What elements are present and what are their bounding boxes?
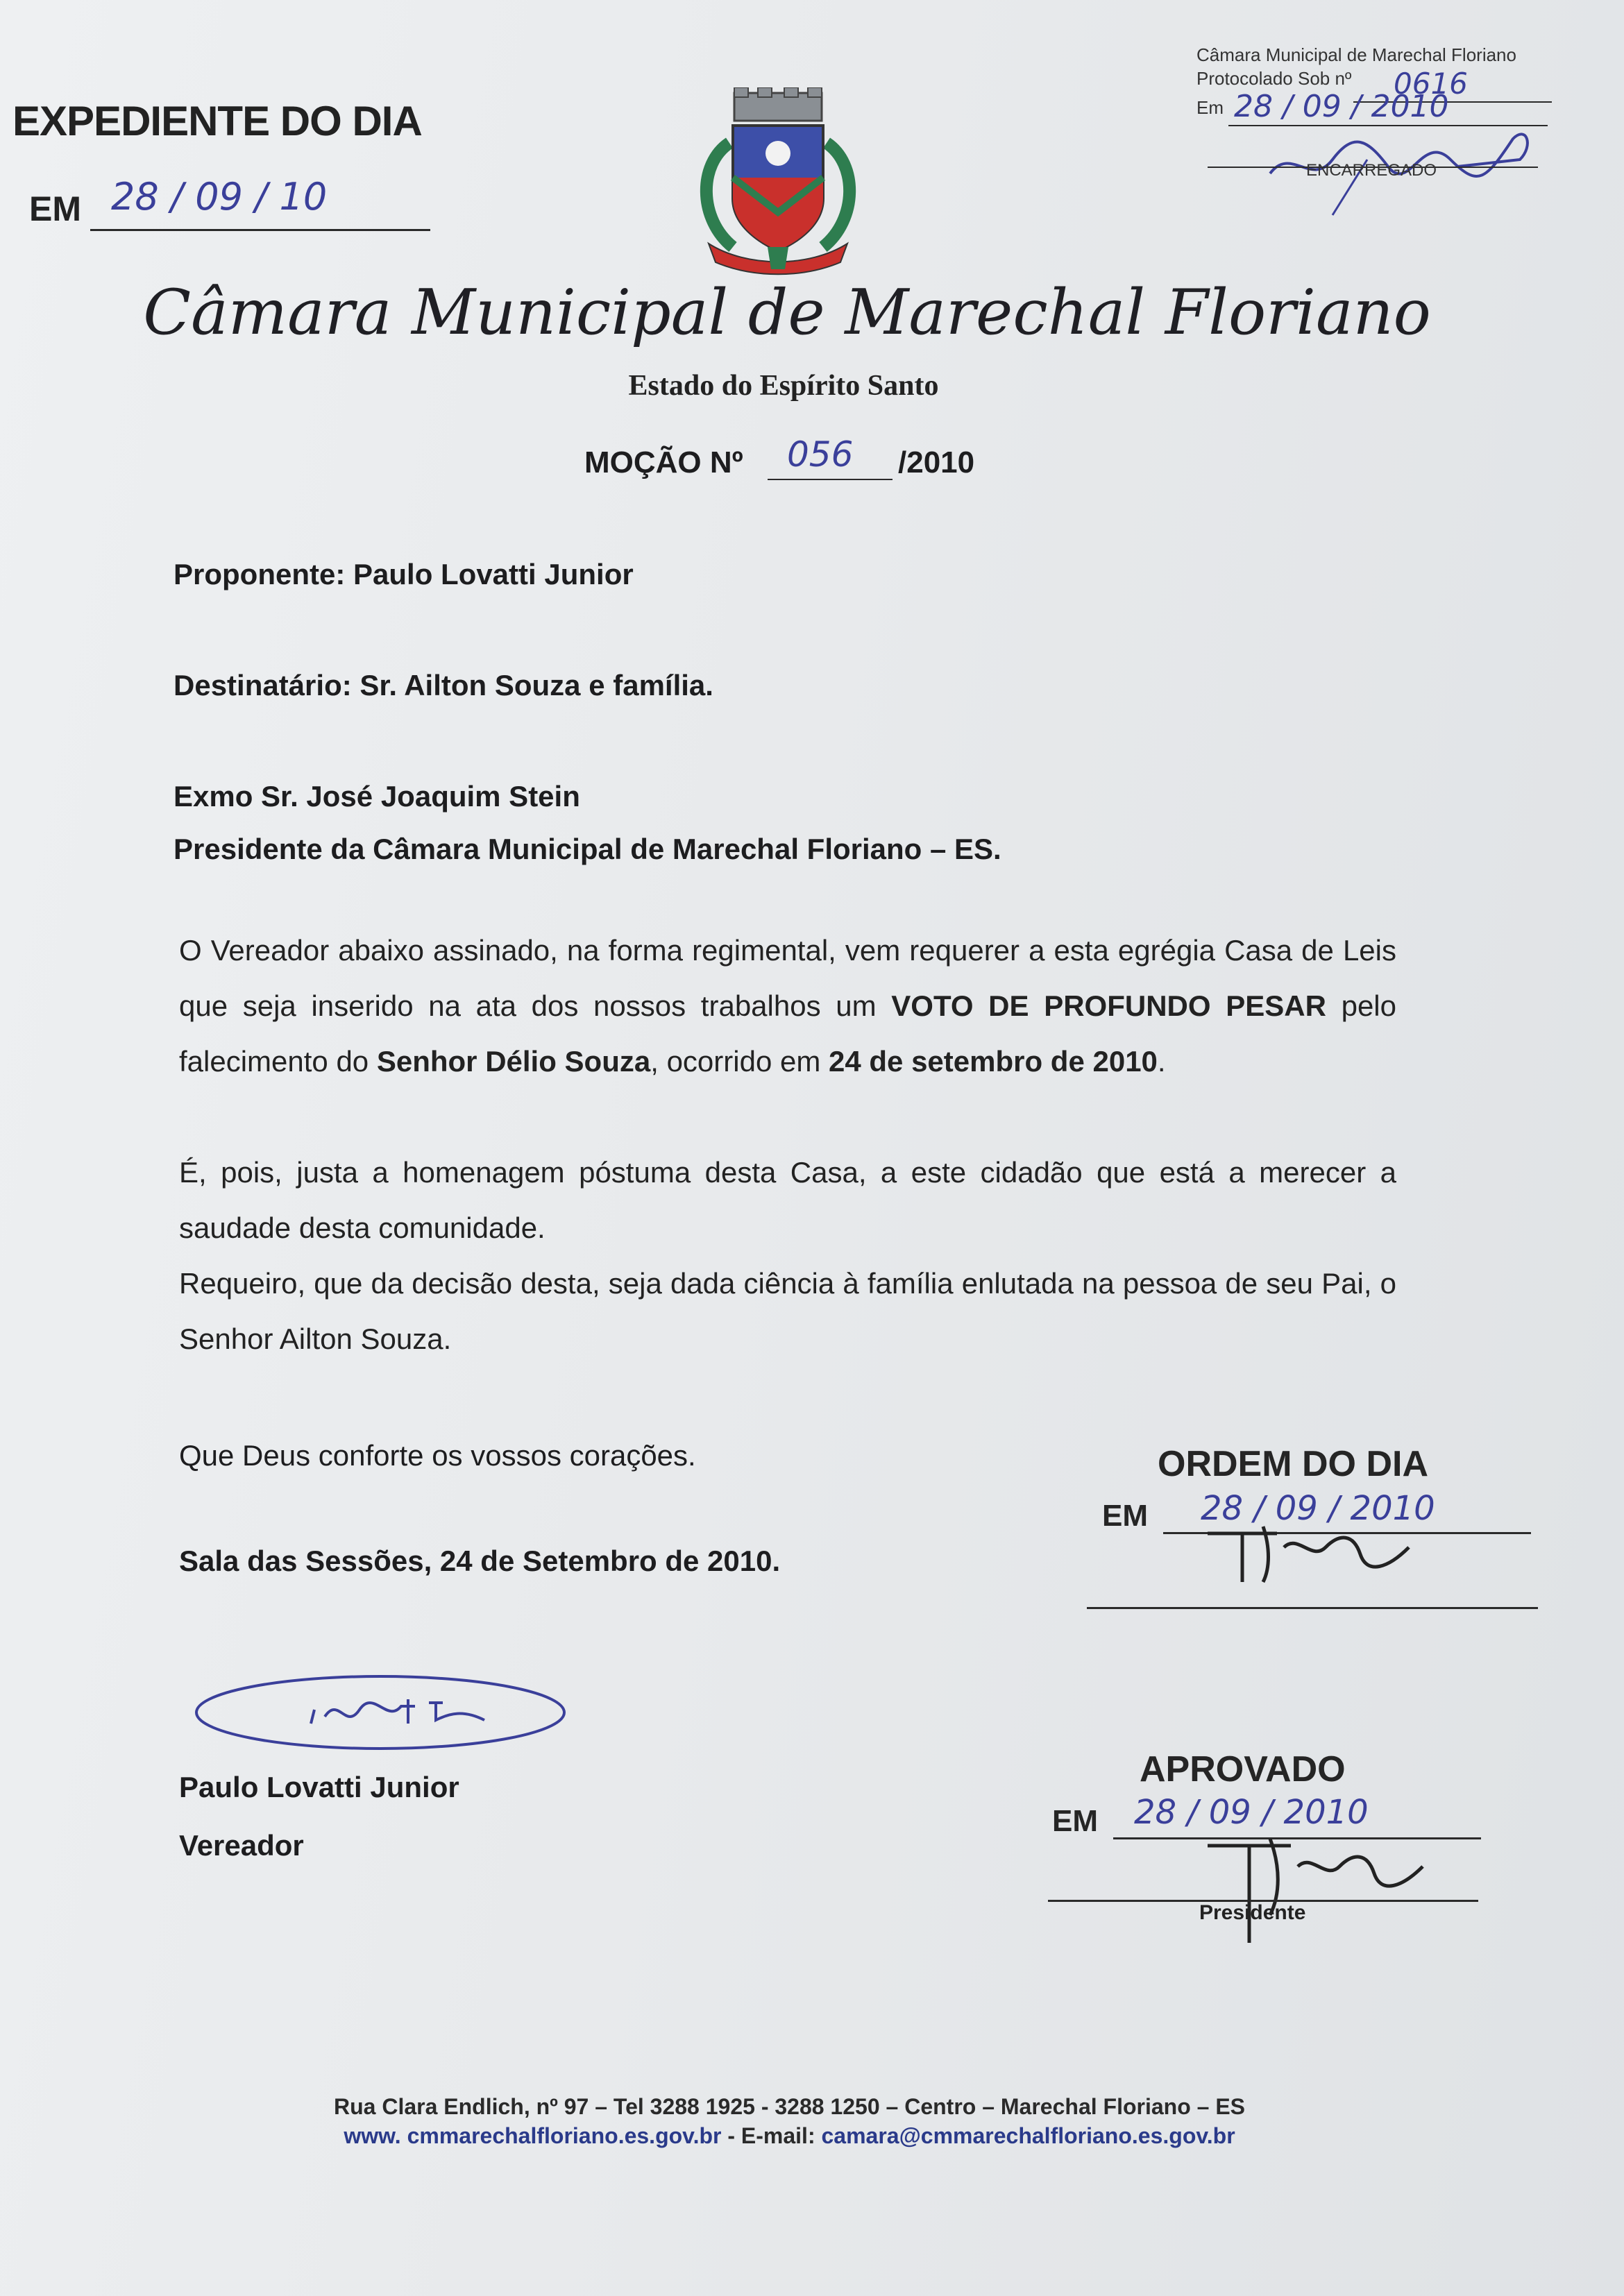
expediente-date-line xyxy=(90,229,430,231)
mocao-label: MOÇÃO Nº xyxy=(584,445,743,479)
signer-role: Vereador xyxy=(179,1829,304,1862)
footer-website[interactable]: www. cmmarechalfloriano.es.gov.br xyxy=(344,2123,722,2148)
proponente: Proponente: Paulo Lovatti Junior xyxy=(174,558,634,590)
paragraph-request: O Vereador abaixo assinado, na forma regimental, vem requerer a esta egrégia Casa de Leis que seja inserido na ata dos nossos trabalhos um VOTO DE PROFUNDO PESAR pelo falecimento do Senhor Délio Souza, ocorrido em 24 de setembro de 2010. xyxy=(179,934,1396,1078)
expediente-date: 28 / 09 / 10 xyxy=(111,175,328,219)
ordem-date: 28 / 09 / 2010 xyxy=(1201,1489,1435,1528)
state-name: Estado do Espírito Santo xyxy=(628,370,939,402)
aprovado-em-label: EM xyxy=(1052,1804,1098,1838)
protocol-em-label: Em xyxy=(1196,97,1224,118)
protocol-label: Protocolado Sob nº xyxy=(1196,68,1352,89)
mocao-year: /2010 xyxy=(898,445,975,479)
addressee-name: Exmo Sr. José Joaquim Stein xyxy=(174,780,580,813)
paragraph-homage: É, pois, justa a homenagem póstuma desta Casa, a este cidadão que está a merecer a saudade desta comunidade. xyxy=(179,1156,1396,1244)
mocao-number-line xyxy=(768,479,893,480)
aprovado-date: 28 / 09 / 2010 xyxy=(1134,1793,1369,1832)
council-name: Câmara Municipal de Marechal Floriano xyxy=(143,276,1431,349)
expediente-title: EXPEDIENTE DO DIA xyxy=(12,98,422,144)
signer-name: Paulo Lovatti Junior xyxy=(179,1771,459,1803)
municipal-crest-icon xyxy=(691,87,865,276)
paragraph-family: Requeiro, que da decisão desta, seja dada ciência à família enlutada na pessoa de seu Pai, o Senhor Ailton Souza. xyxy=(179,1267,1396,1355)
president-label: Presidente xyxy=(1199,1901,1306,1924)
protocol-date: 28 / 09 / 2010 xyxy=(1234,89,1449,124)
ordem-em-label: EM xyxy=(1102,1499,1148,1533)
aprovado-title: APROVADO xyxy=(1140,1749,1346,1789)
addressee-title: Presidente da Câmara Municipal de Marechal Floriano – ES. xyxy=(174,833,1001,865)
destinatario: Destinatário: Sr. Ailton Souza e família. xyxy=(174,669,713,701)
president-signature xyxy=(1194,1811,1444,1950)
protocol-number: 0616 xyxy=(1394,67,1468,101)
protocol-org: Câmara Municipal de Marechal Floriano xyxy=(1196,44,1516,65)
session-date: Sala das Sessões, 24 de Setembro de 2010. xyxy=(179,1545,781,1577)
ordem-signature xyxy=(1194,1506,1444,1589)
ordem-title: ORDEM DO DIA xyxy=(1158,1444,1428,1484)
mocao-number: 056 xyxy=(787,434,854,475)
expediente-em-label: EM xyxy=(29,189,81,228)
footer-contact: www. cmmarechalfloriano.es.gov.br - E-mail: camara@cmmarechalfloriano.es.gov.br xyxy=(344,2123,1235,2148)
footer-email[interactable]: camara@cmmarechalfloriano.es.gov.br xyxy=(821,2123,1235,2148)
protocol-role: ENCARREGADO xyxy=(1306,161,1437,180)
footer-address: Rua Clara Endlich, nº 97 – Tel 3288 1925 - 3288 1250 – Centro – Marechal Floriano – ES xyxy=(333,2094,1245,2119)
councilor-signature xyxy=(179,1668,568,1758)
closing-line: Que Deus conforte os vossos corações. xyxy=(179,1439,696,1472)
ordem-signature-line xyxy=(1087,1607,1538,1609)
